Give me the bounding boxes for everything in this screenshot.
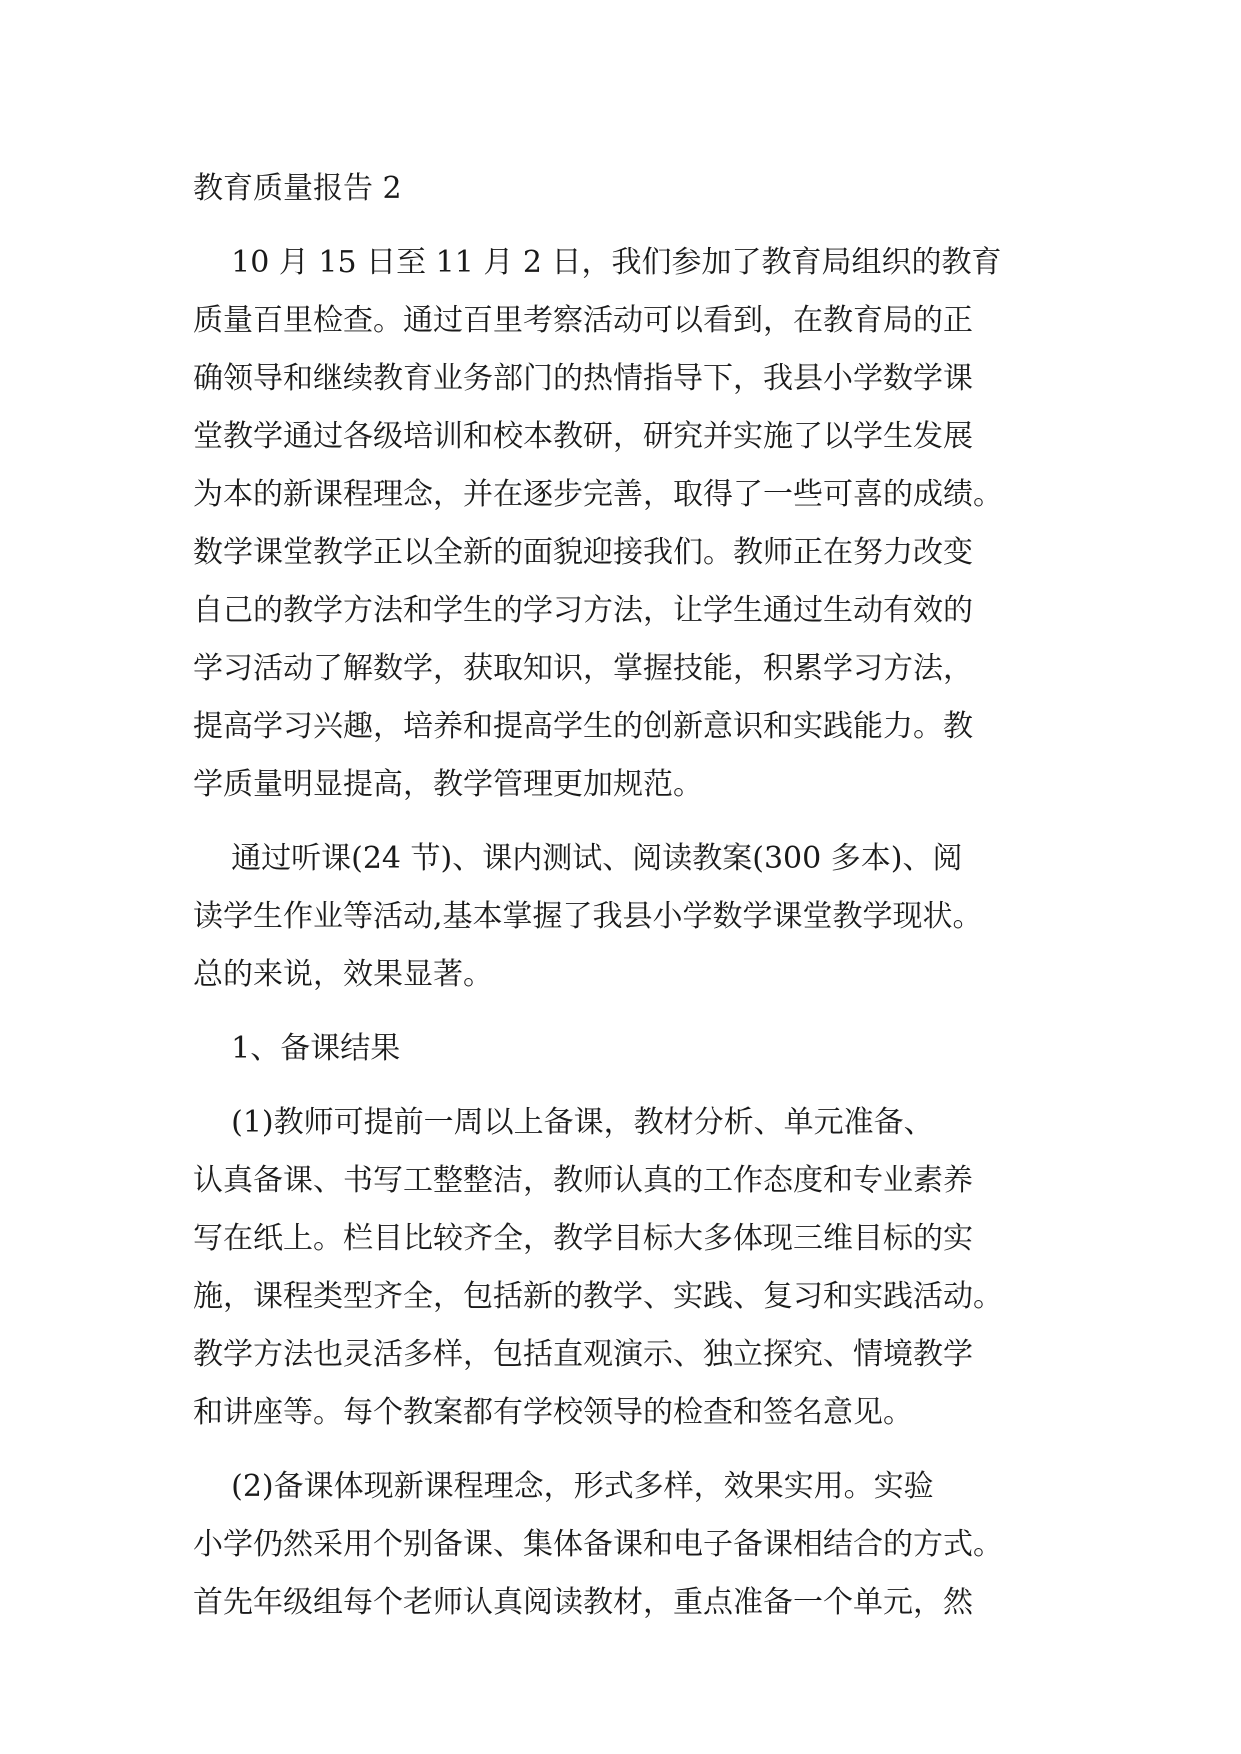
text-line: 数学课堂教学正以全新的面貌迎接我们。教师正在努力改变: [193, 535, 973, 570]
text-line: 教学方法也灵活多样，包括直观演示、独立探究、情境教学: [193, 1337, 973, 1372]
text-line: 和讲座等。每个教案都有学校领导的检查和签名意见。: [193, 1395, 913, 1430]
paragraph-gap: [193, 814, 1073, 830]
text-line: 质量百里检查。通过百里考察活动可以看到，在教育局的正: [193, 303, 973, 338]
text-line: (2)备课体现新课程理念，形式多样，效果实用。实验: [193, 1469, 934, 1504]
text-line: 10 月 15 日至 11 月 2 日，我们参加了教育局组织的教育: [193, 245, 1002, 280]
text-line: (1)教师可提前一周以上备课，教材分析、单元准备、: [193, 1105, 934, 1140]
text-line: 小学仍然采用个别备课、集体备课和电子备课相结合的方式。: [193, 1527, 1003, 1562]
paragraph-1: [193, 234, 1073, 814]
paragraph-4: [193, 1458, 1073, 1632]
text-line: 堂教学通过各级培训和校本教研，研究并实施了以学生发展: [193, 419, 973, 454]
text-line: 提高学习兴趣，培养和提高学生的创新意识和实践能力。教: [193, 709, 973, 744]
text-line: 学质量明显提高，教学管理更加规范。: [193, 767, 703, 802]
title-gap: [193, 218, 1073, 234]
text-line: 通过听课(24 节)、课内测试、阅读教案(300 多本)、阅: [193, 841, 963, 876]
paragraph-gap: [193, 1442, 1073, 1458]
text-line: 学习活动了解数学，获取知识，掌握技能，积累学习方法，: [193, 651, 973, 686]
text-line: 为本的新课程理念，并在逐步完善，取得了一些可喜的成绩。: [193, 477, 1003, 512]
paragraph-gap: [193, 1078, 1073, 1094]
paragraph-3: [193, 1094, 1073, 1442]
paragraph-gap: [193, 1004, 1073, 1020]
text-line: 首先年级组每个老师认真阅读教材，重点准备一个单元，然: [193, 1585, 973, 1620]
section-heading-1: [193, 1020, 1073, 1078]
text-line: 总的来说，效果显著。: [193, 957, 493, 992]
text-line: 确领导和继续教育业务部门的热情指导下，我县小学数学课: [193, 361, 973, 396]
document-body: [193, 160, 1073, 1632]
text-line: 认真备课、书写工整整洁，教师认真的工作态度和专业素养: [193, 1163, 973, 1198]
text-line: 施，课程类型齐全，包括新的教学、实践、复习和实践活动。: [193, 1279, 1003, 1314]
paragraph-2: [193, 830, 1073, 1004]
text-line: 写在纸上。栏目比较齐全，教学目标大多体现三维目标的实: [193, 1221, 973, 1256]
document-title: 教育质量报告 2: [193, 171, 402, 206]
text-line: 自己的教学方法和学生的学习方法，让学生通过生动有效的: [193, 593, 973, 628]
section-heading-text: 1、备课结果: [193, 1031, 401, 1066]
text-line: 读学生作业等活动,基本掌握了我县小学数学课堂教学现状。: [193, 899, 983, 934]
